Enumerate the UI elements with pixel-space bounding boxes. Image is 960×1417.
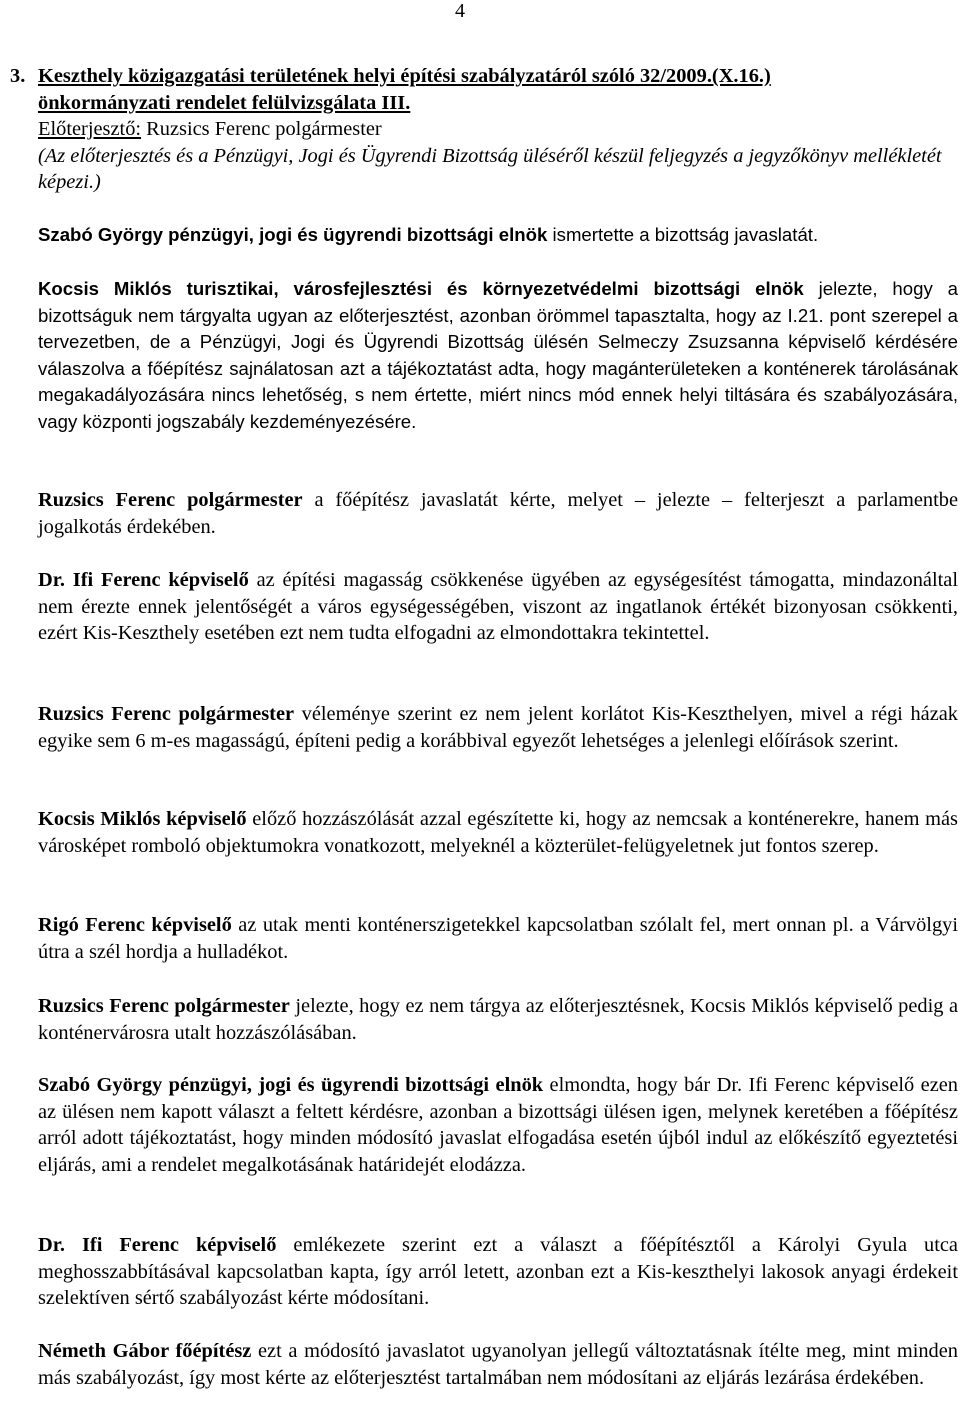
paragraph <box>38 276 958 435</box>
page-number: 4 <box>455 0 465 22</box>
speaker-name: Ruzsics Ferenc polgármester <box>38 995 290 1017</box>
agenda-item-heading <box>10 63 958 196</box>
paragraph <box>38 912 958 965</box>
speaker-name: Dr. Ifi Ferenc képviselő <box>38 569 249 591</box>
paragraph-text: az építési magasság csökkenése ügyében az egységesítést támogatta, mindazonáltal nem érezte ennek jelentőségét a város egységességében, viszont az ingatlanok értékét bizonyosan csökkenti, ezért Kis-Keszthely esetében ezt nem tudta elfogadni az elmondottakra tekintettel. <box>38 569 958 644</box>
paragraph <box>38 567 958 647</box>
paragraph <box>38 1232 958 1312</box>
agenda-note: (Az előterjesztés és a Pénzügyi, Jogi és Ügyrendi Bizottság üléséről készül feljegyzés a jegyzőkönyv mellékletét képezi.) <box>38 144 942 193</box>
speaker-name: Ruzsics Ferenc polgármester <box>38 703 295 725</box>
paragraph <box>38 1338 958 1391</box>
paragraph-text: emlékezete szerint ezt a választ a főépítésztől a Károlyi Gyula utca meghosszabbításával kapcsolatban kapta, így arról letett, azonban ezt a Kis-keszthelyi lakosok anyagi érdekeit szelektíven sértő szabályozást kérte módosítani. <box>38 1234 958 1309</box>
paragraph-text: jelezte, hogy ez nem tárgya az előterjesztésnek, Kocsis Miklós képviselő pedig a konténervárosra utalt hozzászólásában. <box>38 995 959 1044</box>
paragraph-text: az utak menti konténerszigetekkel kapcsolatban szólalt fel, mert onnan pl. a Várvölgyi útra a szél hordja a hulladékot. <box>38 914 958 963</box>
paragraph <box>38 993 958 1046</box>
speaker-name: Szabó György pénzügyi, jogi és ügyrendi bizottsági elnök <box>38 1074 544 1096</box>
paragraph <box>38 222 958 249</box>
paragraph-text: véleménye szerint ez nem jelent korlátot Kis-Keszthelyen, mivel a régi házak egyike sem 6 m-es magasságú, építeni pedig a korábbival egyezőt lehetséges a jelenlegi előírások szerint. <box>38 703 958 752</box>
paragraph <box>38 1072 958 1178</box>
paragraph <box>38 701 958 754</box>
speaker-name: Ruzsics Ferenc polgármester <box>38 489 303 511</box>
presenter-label: Előterjesztő: <box>38 118 142 140</box>
speaker-name: Kocsis Miklós képviselő <box>38 808 247 830</box>
paragraph <box>38 806 958 859</box>
speaker-name: Dr. Ifi Ferenc képviselő <box>38 1234 277 1256</box>
paragraph-text: jelezte, hogy a bizottságuk nem tárgyalta ugyan az előterjesztést, azonban örömmel tapasztalta, hogy az I.21. pont szerepel a tervezetben, de a Pénzügyi, Jogi és Ügyrendi Bizottság ülésén Selmeczy Zsuzsanna képviselő kérdésére válaszolva a főépítész sajnálatosan azt a tájékoztatást adta, hogy magánterületeken a konténerek tárolásának megakadályozására nincs lehetőség, s nem értette, miért nincs mód ennek helyi tiltására és szabályozására, vagy központi jogszabály kezdeményezésére. <box>38 278 958 432</box>
speaker-name: Németh Gábor főépítész <box>38 1340 252 1362</box>
agenda-title-line2: önkormányzati rendelet felülvizsgálata III. <box>38 91 411 114</box>
presenter-name: Ruzsics Ferenc polgármester <box>141 118 382 140</box>
paragraph-text: előző hozzászólását azzal egészítette ki, hogy az nemcsak a konténerekre, hanem más városképet romboló objektumokra vonatkozott, melyeknél a közterület-felügyeletnek jut fontos szerep. <box>38 808 958 857</box>
agenda-title-line1: Keszthely közigazgatási területének helyi építési szabályzatáról szóló 32/2009.(X.16.) <box>38 65 771 87</box>
paragraph-text: a főépítész javaslatát kérte, melyet – jelezte – felterjeszt a parlamentbe jogalkotás érdekében. <box>38 489 958 538</box>
speaker-name: Szabó György pénzügyi, jogi és ügyrendi bizottsági elnök <box>38 224 548 245</box>
paragraph <box>38 487 958 540</box>
speaker-name: Kocsis Miklós turisztikai, városfejlesztési és környezetvédelmi bizottsági elnök <box>38 278 804 299</box>
paragraph-text: ezt a módosító javaslatot ugyanolyan jellegű változtatásnak ítélte meg, mint minden más szabályozást, így most kérte az előterjesztést tartalmában nem módosítani az eljárás lezárása érdekében. <box>38 1340 958 1389</box>
speaker-name: Rigó Ferenc képviselő <box>38 914 232 936</box>
paragraph-text: ismertette a bizottság javaslatát. <box>547 224 819 245</box>
paragraph-text: elmondta, hogy bár Dr. Ifi Ferenc képviselő ezen az ülésen nem kapott választ a feltett kérdésre, azonban a bizottsági ülésen igen, melynek keretében a főépítész arról adott tájékoztatást, hogy minden módosító javaslat elfogadása esetén újból indul az előkészítő egyeztetési eljárás, ami a rendelet megalkotásának határidejét elodázza. <box>38 1074 958 1176</box>
agenda-number: 3. <box>10 65 26 87</box>
